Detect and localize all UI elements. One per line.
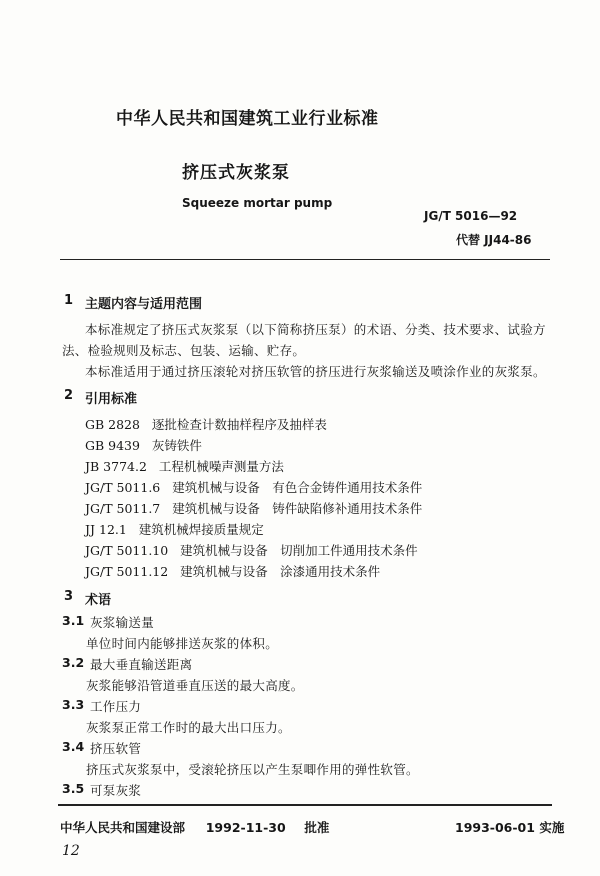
section-3-number: 3	[64, 589, 74, 604]
english-title: Squeeze mortar pump	[182, 196, 333, 210]
term-number: 3.1	[62, 613, 85, 628]
section-1-paragraph-1-line-2: 法、检验规则及标志、包装、运输、贮存。	[62, 343, 306, 358]
footer-rule	[58, 804, 552, 806]
approval-date: 1992-11-30	[205, 820, 286, 835]
section-3-title: 术语	[85, 593, 112, 608]
effective-date: 1993-06-01	[455, 820, 535, 835]
term-number: 3.4	[62, 739, 85, 754]
standard-number: JG/T 5016—92	[424, 209, 518, 223]
ref-code: GB 2828	[85, 417, 140, 432]
section-1-title: 主题内容与适用范围	[85, 297, 203, 312]
section-2-title: 引用标准	[85, 392, 138, 407]
term-name: 可泵灰浆	[90, 783, 142, 798]
ref-title: 建筑机械与设备 铸件缺陷修补通用技术条件	[172, 501, 423, 516]
ref-row	[85, 541, 418, 559]
ref-code: JJ 12.1	[85, 522, 127, 537]
term-name: 灰浆输送量	[90, 615, 155, 630]
ref-title: 建筑机械与设备 涂漆通用技术条件	[180, 564, 381, 579]
ref-title: 工程机械噪声测量方法	[158, 459, 284, 474]
approval-word: 批准	[304, 820, 330, 835]
footer-effective	[455, 818, 564, 836]
ref-title: 灰铸铁件	[151, 438, 202, 453]
ref-title: 建筑机械与设备 切削加工件通用技术条件	[180, 543, 418, 558]
page-number: 12	[62, 843, 80, 859]
header-rule	[60, 259, 550, 260]
ref-code: JB 3774.2	[85, 459, 147, 474]
term-number: 3.2	[62, 655, 85, 670]
term-definition: 灰浆泵正常工作时的最大出口压力。	[86, 720, 291, 735]
term-name: 工作压力	[90, 699, 142, 714]
ref-row	[85, 478, 422, 496]
term-definition: 挤压式灰浆泵中，受滚轮挤压以产生泵唧作用的弹性软管。	[86, 762, 419, 777]
ref-code: JG/T 5011.6	[85, 480, 161, 495]
term-definition: 单位时间内能够排送灰浆的体积。	[86, 636, 279, 651]
org-title: 中华人民共和国建筑工业行业标准	[116, 109, 379, 129]
ref-code: JG/T 5011.10	[85, 543, 169, 558]
term-name: 最大垂直输送距离	[90, 657, 193, 672]
ref-code: GB 9439	[85, 438, 140, 453]
term-definition: 灰浆能够沿管道垂直压送的最大高度。	[86, 678, 304, 693]
section-1-paragraph-2: 本标准适用于通过挤压滚轮对挤压软管的挤压进行灰浆输送及喷涂作业的灰浆泵。	[85, 364, 546, 379]
term-name: 挤压软管	[90, 741, 142, 756]
section-1-number: 1	[64, 293, 74, 308]
ref-row	[85, 436, 202, 454]
ref-row	[85, 415, 327, 433]
term-number: 3.5	[62, 781, 85, 796]
ref-row	[85, 520, 264, 538]
ref-title: 逐批检查计数抽样程序及抽样表	[151, 417, 327, 432]
ref-row	[85, 499, 422, 517]
section-2-number: 2	[64, 388, 74, 403]
page-title: 挤压式灰浆泵	[182, 163, 290, 183]
replaces-standard: 代替 JJ44-86	[456, 233, 532, 247]
ref-code: JG/T 5011.12	[85, 564, 169, 579]
ref-row	[85, 562, 380, 580]
section-1-paragraph-1-line-1: 本标准规定了挤压式灰浆泵（以下简称挤压泵）的术语、分类、技术要求、试验方	[85, 322, 546, 337]
effective-word: 实施	[539, 820, 565, 835]
ref-row	[85, 457, 284, 475]
term-number: 3.3	[62, 697, 85, 712]
approver: 中华人民共和国建设部	[60, 820, 186, 835]
footer-approval	[60, 818, 329, 836]
ref-title: 建筑机械与设备 有色合金铸件通用技术条件	[172, 480, 423, 495]
ref-code: JG/T 5011.7	[85, 501, 161, 516]
ref-title: 建筑机械焊接质量规定	[138, 522, 264, 537]
